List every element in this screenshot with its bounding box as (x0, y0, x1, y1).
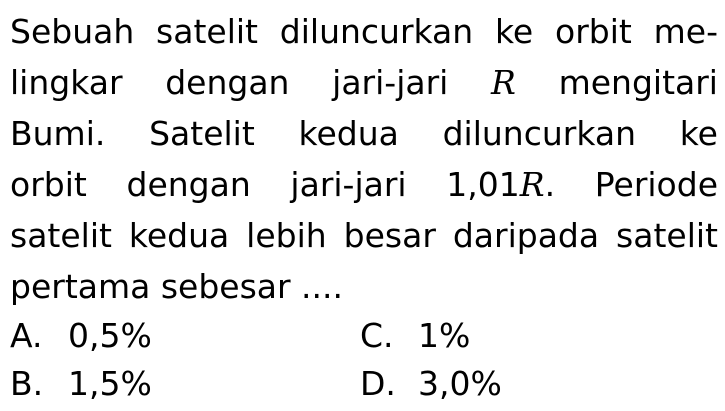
option-b[interactable] (10, 360, 152, 408)
option-c-letter: C. (360, 316, 394, 355)
question-line-2-end: mengitari (558, 63, 718, 102)
variable-r: R (491, 63, 516, 102)
period-label: . Periode (544, 165, 718, 204)
question-text (10, 6, 718, 312)
question-line-1: Sebuah satelit diluncurkan ke orbit me- (10, 12, 718, 51)
radius-factor: 1,01 (446, 165, 520, 204)
question-line-4 (10, 159, 718, 210)
option-d-letter: D. (360, 364, 396, 403)
option-c[interactable] (360, 312, 470, 360)
option-b-letter: B. (10, 364, 44, 403)
options-row-1 (10, 312, 718, 360)
question-line-2 (10, 57, 718, 108)
variable-r-2: R (519, 165, 545, 204)
question-line-6: pertama sebesar .... (10, 267, 344, 306)
question-line-4-start: orbit dengan jari-jari (10, 165, 407, 204)
radius-expression (446, 165, 718, 204)
option-d-value: 3,0% (418, 364, 502, 403)
question-line-5: satelit kedua lebih besar daripada satelit (10, 216, 718, 255)
option-a[interactable] (10, 312, 152, 360)
option-b-value: 1,5% (68, 364, 152, 403)
question-line-3: Bumi. Satelit kedua diluncurkan ke (10, 114, 718, 153)
option-d[interactable] (360, 360, 502, 408)
option-a-letter: A. (10, 316, 43, 355)
answer-options (10, 312, 718, 408)
option-c-value: 1% (418, 316, 471, 355)
option-a-value: 0,5% (68, 316, 152, 355)
options-row-2 (10, 360, 718, 408)
question-line-2-start: lingkar dengan jari-jari (10, 63, 449, 102)
